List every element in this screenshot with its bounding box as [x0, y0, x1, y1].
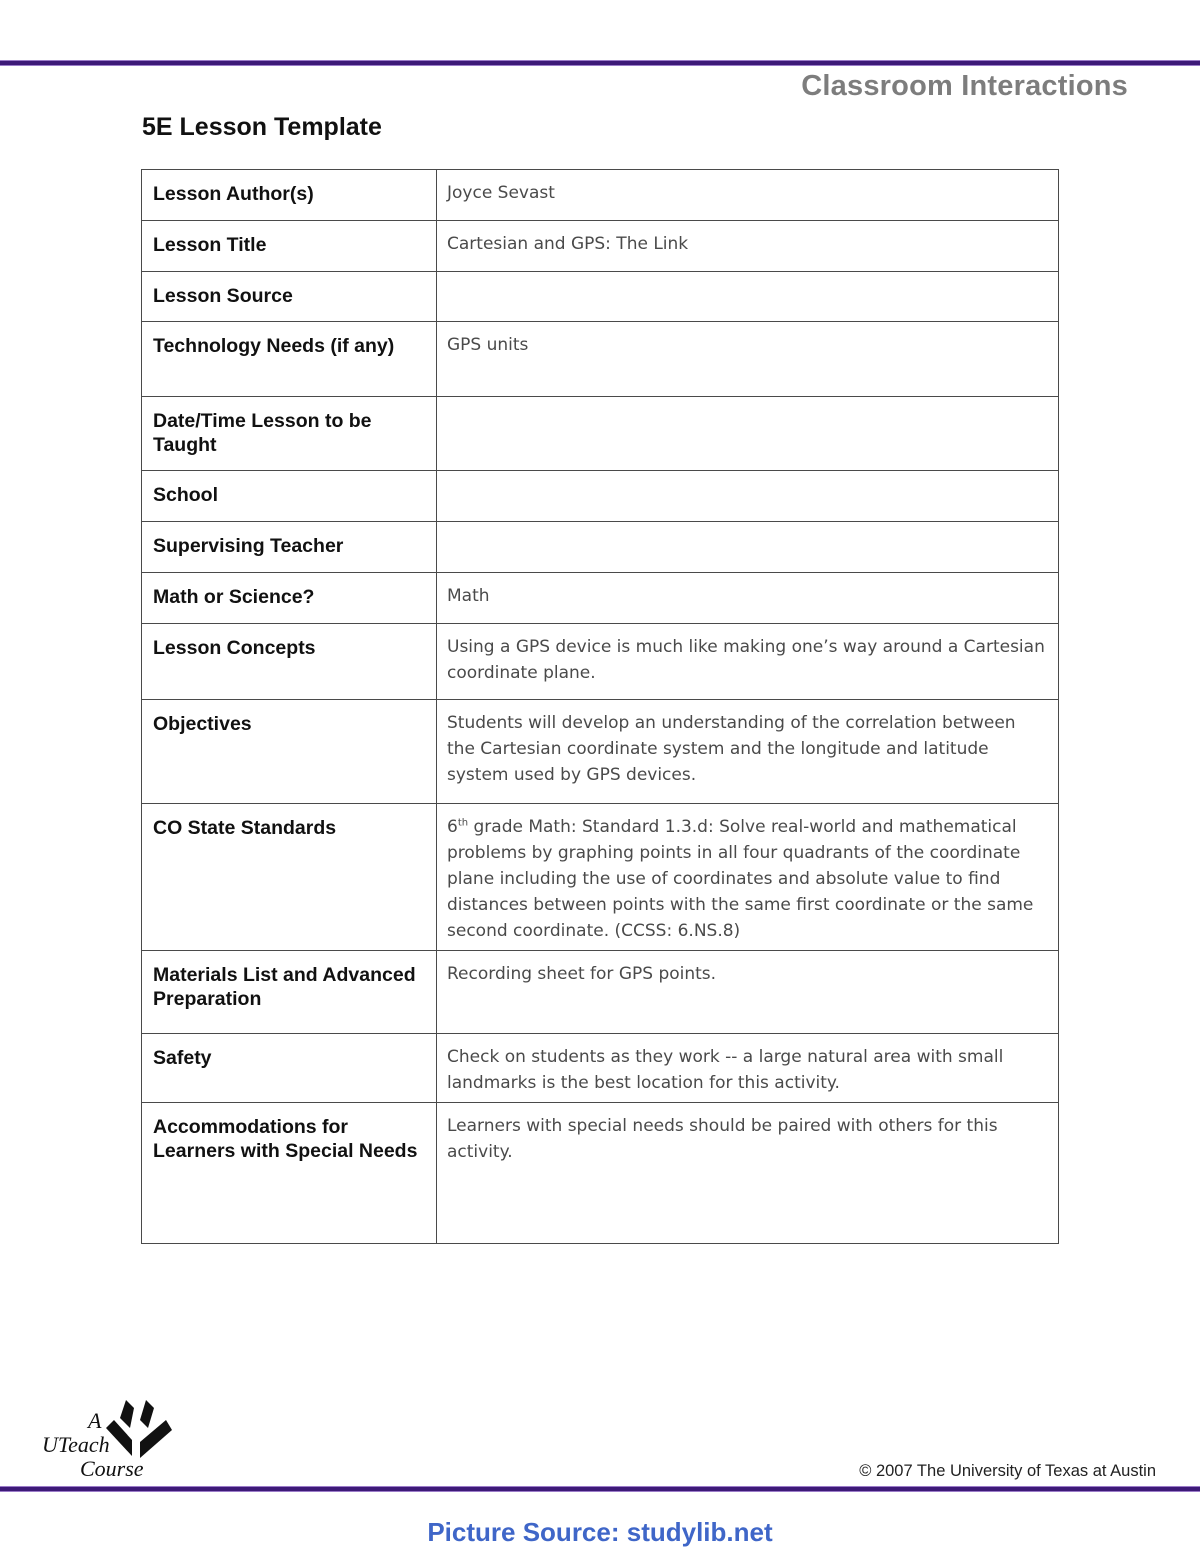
footer-rule — [0, 1487, 1200, 1491]
row-value — [437, 221, 1059, 272]
value-text: Using a GPS device is much like making one’s way around a Cartesian coordinate plane. — [447, 637, 1045, 683]
table-row-date-time — [142, 397, 1059, 471]
row-label: Lesson Title — [142, 221, 437, 272]
table-row-school — [142, 471, 1059, 522]
table-row-technology-needs — [142, 322, 1059, 397]
row-label: Supervising Teacher — [142, 522, 437, 573]
row-value — [437, 471, 1059, 522]
standards-text: grade Math: Standard 1.3.d: Solve real-world and mathematical problems by graphing points in all four quadrants of the coordinate plane including the use of coordinates and absolute value to find distances between points with the same first coordinate or the same second coordinate. (CCSS: 6.NS.8) — [447, 817, 1034, 941]
row-value — [437, 522, 1059, 573]
value-text: Students will develop an understanding of the correlation between the Cartesian coordinate system and the longitude and latitude system used by GPS devices. — [447, 713, 1016, 785]
value-text: Cartesian and GPS: The Link — [447, 234, 689, 254]
value-text: Math — [447, 586, 490, 606]
table-row-lesson-source — [142, 272, 1059, 322]
picture-source-caption: Picture Source: studylib.net — [427, 1517, 773, 1547]
header-rule — [0, 61, 1200, 65]
row-value — [437, 951, 1059, 1034]
row-value — [437, 1103, 1059, 1244]
value-text: Joyce Sevast — [447, 183, 555, 203]
table-row-safety — [142, 1034, 1059, 1103]
row-label: Objectives — [142, 700, 437, 804]
table-row-accommodations — [142, 1103, 1059, 1244]
table-row-co-state-standards — [142, 804, 1059, 951]
uteach-leaf-icon — [104, 1398, 172, 1462]
table-row-lesson-concepts — [142, 624, 1059, 700]
grade-suffix: th — [457, 817, 469, 829]
row-value — [437, 170, 1059, 221]
row-label: Lesson Source — [142, 272, 437, 322]
row-value — [437, 573, 1059, 624]
row-label: Materials List and Advanced Preparation — [142, 951, 437, 1034]
value-text: Learners with special needs should be paired with others for this activity. — [447, 1116, 998, 1162]
row-value — [437, 700, 1059, 804]
row-value — [437, 272, 1059, 322]
table-row-math-or-science — [142, 573, 1059, 624]
value-text: Check on students as they work -- a large natural area with small landmarks is the best location for this activity. — [447, 1047, 1004, 1093]
document-title: 5E Lesson Template — [142, 113, 382, 141]
table-row-lesson-authors — [142, 170, 1059, 221]
row-label: Date/Time Lesson to be Taught — [142, 397, 437, 471]
value-text: GPS units — [447, 335, 529, 355]
row-label: Safety — [142, 1034, 437, 1103]
row-label: Accommodations for Learners with Special Needs — [142, 1103, 437, 1244]
row-value — [437, 804, 1059, 951]
lesson-table — [141, 169, 1059, 1244]
value-text: Recording sheet for GPS points. — [447, 964, 717, 984]
row-value — [437, 322, 1059, 397]
table-row-supervising-teacher — [142, 522, 1059, 573]
row-label: Math or Science? — [142, 573, 437, 624]
row-label: Lesson Author(s) — [142, 170, 437, 221]
uteach-logo — [40, 1398, 172, 1482]
row-label: Lesson Concepts — [142, 624, 437, 700]
row-value — [437, 397, 1059, 471]
grade-number: 6 — [447, 817, 458, 837]
value-text — [447, 814, 1048, 944]
row-label: Technology Needs (if any) — [142, 322, 437, 397]
row-value — [437, 624, 1059, 700]
table-row-materials-list — [142, 951, 1059, 1034]
logo-text-course: Course — [80, 1456, 144, 1481]
row-value — [437, 1034, 1059, 1103]
copyright-notice: © 2007 The University of Texas at Austin — [859, 1462, 1156, 1480]
header-brand: Classroom Interactions — [801, 70, 1128, 102]
row-label: School — [142, 471, 437, 522]
logo-text-uteach: UTeach — [42, 1432, 110, 1457]
table-row-lesson-title — [142, 221, 1059, 272]
row-label: CO State Standards — [142, 804, 437, 951]
table-row-objectives — [142, 700, 1059, 804]
logo-text-a: A — [88, 1408, 102, 1433]
